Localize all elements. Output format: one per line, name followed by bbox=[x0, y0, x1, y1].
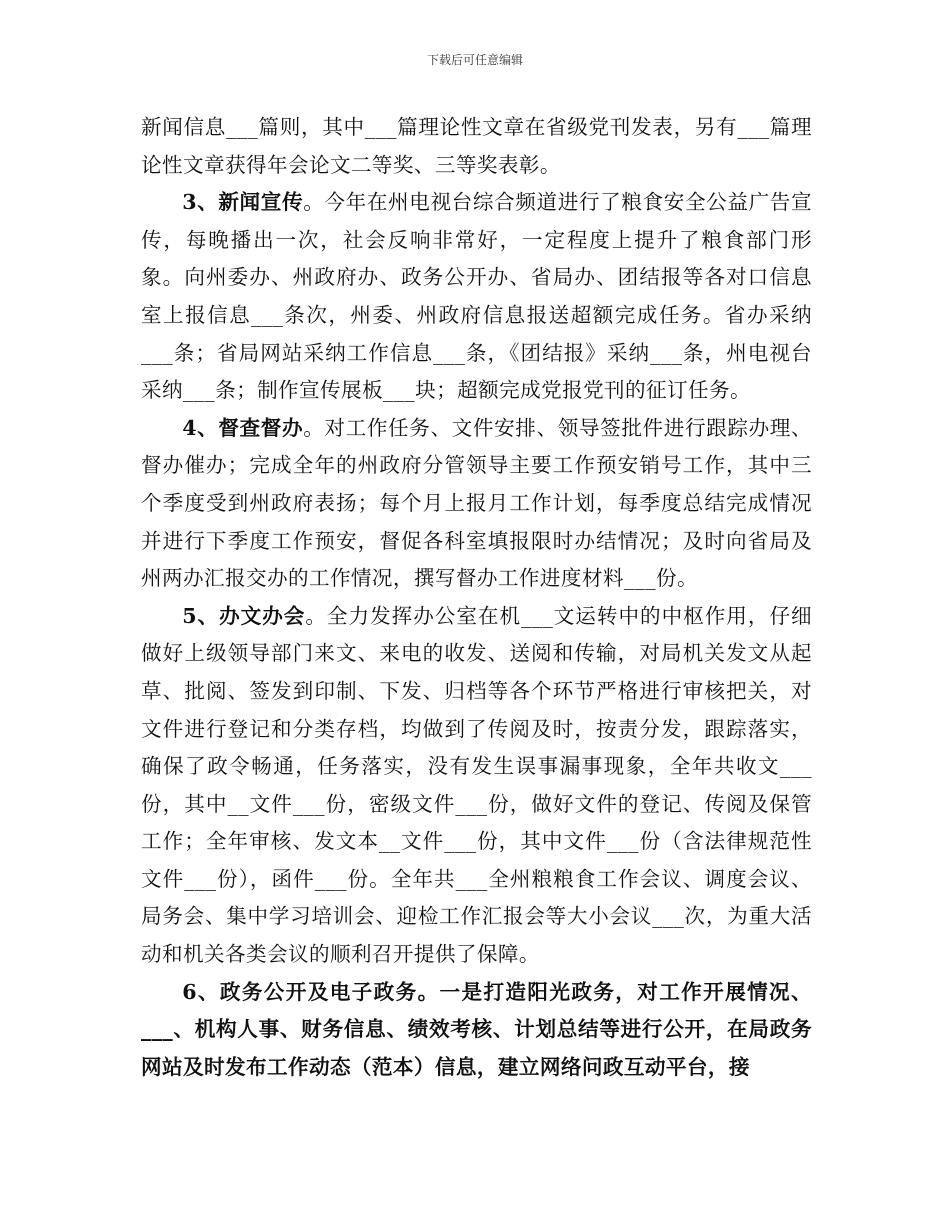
paragraph-text: 新闻信息___篇则，其中___篇理论性文章在省级党刊发表，另有___篇理论性文章获得年会论文二等奖、三等奖表彰。 bbox=[141, 115, 812, 177]
paragraph-text: 。一是打造阳光政务，对工作开展情况、___、机构人事、财务信息、绩效考核、计划总结等进行公开，在局政务网站及时发布工作动态（范本）信息，建立网络问政互动平台，接 bbox=[141, 979, 812, 1079]
page-header: 下载后可任意编辑 bbox=[426, 53, 523, 67]
paragraph-text: 。今年在州电视台综合频道进行了粮食安全公益广告宣传，每晚播出一次，社会反响非常好，一定程度上提升了粮食部门形象。向州委办、州政府办、政务公开办、省局办、团结报等各对口信息室上报信息___条次，州委、州政府信息报送超额完成任务。省办采纳___条；省局网站采纳工作信息___条，《团结报》采纳___条，州电视台采纳___条；制作宣传展板___块；超额完成党报党刊的征订任务。 bbox=[141, 190, 812, 403]
document-body bbox=[141, 109, 812, 1086]
paragraph-text: 。全力发挥办公室在机___文运转中的中枢作用，仔细做好上级领导部门来文、来电的收发、送阅和传输，对局机关发文从起草、批阅、签发到印制、下发、归档等各个环节严格进行审核把关，对文件进行登记和分类存档，均做到了传阅及时，按责分发，跟踪落实，确保了政令畅通，任务落实，没有发生误事漏事现象，全年共收文___份，其中__文件___份，密级文件___份，做好文件的登记、传阅及保管工作；全年审核、发文本__文件___份，其中文件___份（含法律规范性文件___份），函件___份。全年共___全州粮粮食工作会议、调度会议、局务会、集中学习培训会、迎检工作汇报会等大小会议___次，为重大活动和机关各类会议的顺利召开提供了保障。 bbox=[141, 603, 813, 967]
paragraph-egovernment bbox=[141, 974, 812, 1087]
section-heading-supervision: 4、督查督办 bbox=[182, 415, 304, 440]
section-heading-document-handling: 5、办文办会 bbox=[182, 603, 306, 628]
paragraph-supervision bbox=[141, 410, 812, 598]
paragraph-news-publicity bbox=[141, 184, 812, 410]
paragraph-news-info-continued bbox=[141, 109, 812, 184]
section-heading-news-publicity: 3、新闻宣传 bbox=[182, 190, 304, 215]
paragraph-text: 。对工作任务、文件安排、领导签批件进行跟踪办理、督办催办；完成全年的州政府分管领导主要工作预安销号工作，其中三个季度受到州政府表扬；每个月上报月工作计划，每季度总结完成情况并进行下季度工作预安，督促各科室填报限时办结情况；及时向省局及州两办汇报交办的工作情况，撰写督办工作进度材料___份。 bbox=[141, 415, 812, 591]
section-heading-egovernment: 6、政务公开及电子政务 bbox=[182, 979, 418, 1004]
paragraph-document-handling bbox=[141, 598, 812, 974]
